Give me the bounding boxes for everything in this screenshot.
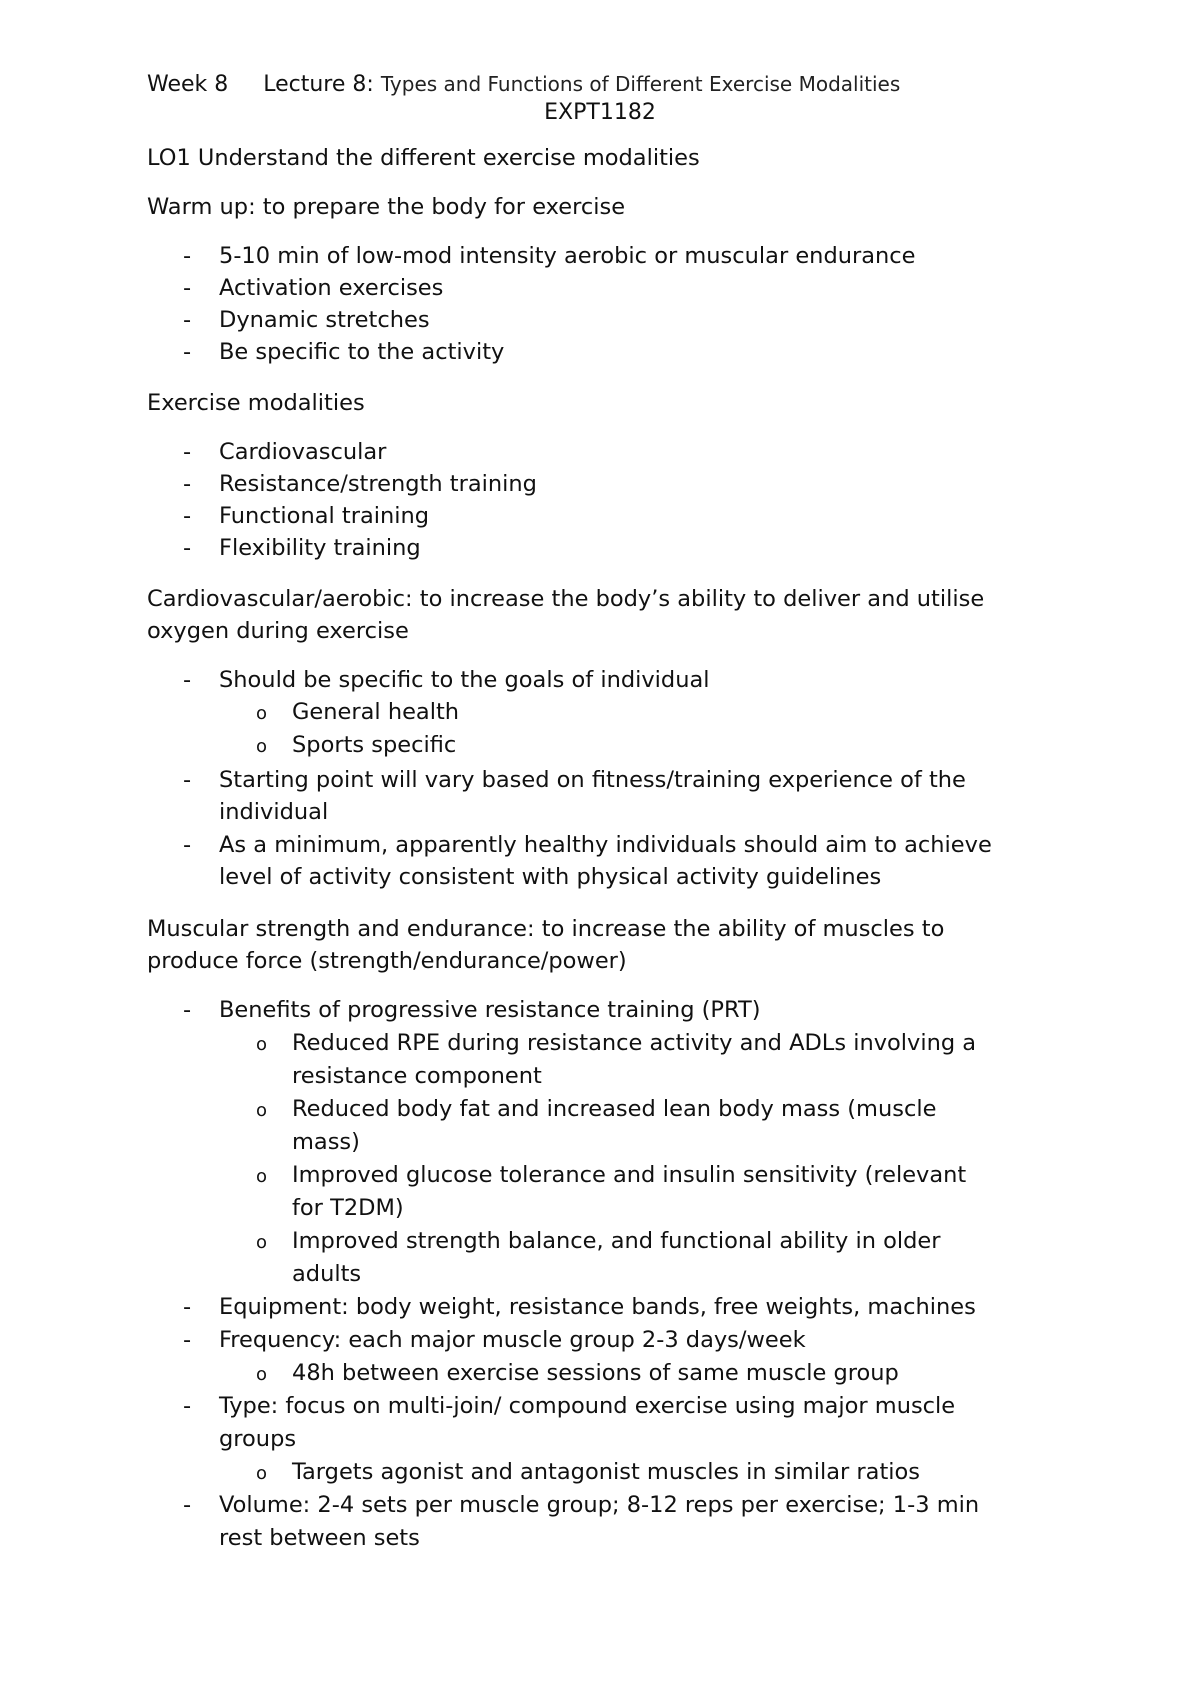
sub-list-item-cont: mass) bbox=[292, 1129, 360, 1155]
list-item-cont: individual bbox=[219, 799, 329, 825]
title-line bbox=[147, 69, 900, 100]
list-item: - Type: focus on multi-join/ compound exercise using major muscle bbox=[183, 1393, 956, 1419]
list-item-cont: rest between sets bbox=[219, 1525, 420, 1551]
dash-bullet: - bbox=[183, 832, 192, 858]
dash-bullet: - bbox=[183, 1492, 192, 1518]
cardio-heading: Cardiovascular/aerobic: to increase the body’s ability to deliver and utilise bbox=[147, 586, 985, 612]
circle-bullet: o bbox=[256, 1034, 268, 1055]
dash-bullet: - bbox=[183, 243, 192, 269]
modalities-heading: Exercise modalities bbox=[147, 390, 365, 416]
sub-list-item: o Reduced body fat and increased lean body mass (muscle bbox=[256, 1094, 936, 1126]
list-item-cont: groups bbox=[219, 1426, 297, 1452]
sub-list-item-cont: resistance component bbox=[292, 1063, 542, 1089]
sub-list-item: o Targets agonist and antagonist muscles in similar ratios bbox=[256, 1457, 920, 1489]
muscular-heading-cont: produce force (strength/endurance/power) bbox=[147, 948, 627, 974]
dash-bullet: - bbox=[183, 1327, 192, 1353]
list-item: - Starting point will vary based on fitness/training experience of the bbox=[183, 767, 966, 793]
lecture-title: Types and Functions of Different Exercise Modalities bbox=[380, 72, 901, 96]
list-item: - 5-10 min of low-mod intensity aerobic or muscular endurance bbox=[183, 243, 916, 269]
list-item: - Cardiovascular bbox=[183, 439, 387, 465]
lecture-label: Lecture 8: bbox=[263, 72, 374, 97]
list-item: - Frequency: each major muscle group 2-3 days/week bbox=[183, 1327, 806, 1353]
circle-bullet: o bbox=[256, 1100, 268, 1121]
dash-bullet: - bbox=[183, 471, 192, 497]
list-item-cont: level of activity consistent with physical activity guidelines bbox=[219, 864, 882, 890]
sub-list-item: o Improved glucose tolerance and insulin sensitivity (relevant bbox=[256, 1160, 966, 1192]
sub-list-item: o Improved strength balance, and functional ability in older bbox=[256, 1226, 941, 1258]
dash-bullet: - bbox=[183, 767, 192, 793]
circle-bullet: o bbox=[256, 703, 268, 724]
dash-bullet: - bbox=[183, 275, 192, 301]
sub-list-item: o 48h between exercise sessions of same muscle group bbox=[256, 1358, 899, 1390]
circle-bullet: o bbox=[256, 1463, 268, 1484]
list-item: - Equipment: body weight, resistance bands, free weights, machines bbox=[183, 1294, 976, 1320]
week-label: Week 8 bbox=[147, 72, 229, 97]
list-item: - Benefits of progressive resistance training (PRT) bbox=[183, 997, 761, 1023]
dash-bullet: - bbox=[183, 339, 192, 365]
circle-bullet: o bbox=[256, 1364, 268, 1385]
dash-bullet: - bbox=[183, 503, 192, 529]
list-item: - Volume: 2-4 sets per muscle group; 8-12 reps per exercise; 1-3 min bbox=[183, 1492, 980, 1518]
dash-bullet: - bbox=[183, 535, 192, 561]
list-item: - Activation exercises bbox=[183, 275, 444, 301]
dash-bullet: - bbox=[183, 439, 192, 465]
sub-list-item-cont: adults bbox=[292, 1261, 362, 1287]
sub-list-item: o Sports specific bbox=[256, 730, 456, 762]
list-item: - Resistance/strength training bbox=[183, 471, 537, 497]
list-item: - As a minimum, apparently healthy individuals should aim to achieve bbox=[183, 832, 992, 858]
sub-list-item: o Reduced RPE during resistance activity and ADLs involving a bbox=[256, 1028, 976, 1060]
dash-bullet: - bbox=[183, 1294, 192, 1320]
dash-bullet: - bbox=[183, 667, 192, 693]
list-item: - Flexibility training bbox=[183, 535, 421, 561]
sub-list-item: o General health bbox=[256, 697, 459, 729]
warmup-heading: Warm up: to prepare the body for exercise bbox=[147, 194, 626, 220]
list-item: - Dynamic stretches bbox=[183, 307, 430, 333]
learning-objective: LO1 Understand the different exercise modalities bbox=[147, 145, 700, 171]
dash-bullet: - bbox=[183, 307, 192, 333]
course-code: EXPT1182 bbox=[544, 100, 656, 125]
cardio-heading-cont: oxygen during exercise bbox=[147, 618, 409, 644]
sub-list-item-cont: for T2DM) bbox=[292, 1195, 404, 1221]
circle-bullet: o bbox=[256, 736, 268, 757]
muscular-heading: Muscular strength and endurance: to increase the ability of muscles to bbox=[147, 916, 945, 942]
dash-bullet: - bbox=[183, 997, 192, 1023]
dash-bullet: - bbox=[183, 1393, 192, 1419]
circle-bullet: o bbox=[256, 1166, 268, 1187]
circle-bullet: o bbox=[256, 1232, 268, 1253]
list-item: - Be specific to the activity bbox=[183, 339, 505, 365]
list-item: - Should be specific to the goals of individual bbox=[183, 667, 710, 693]
list-item: - Functional training bbox=[183, 503, 430, 529]
